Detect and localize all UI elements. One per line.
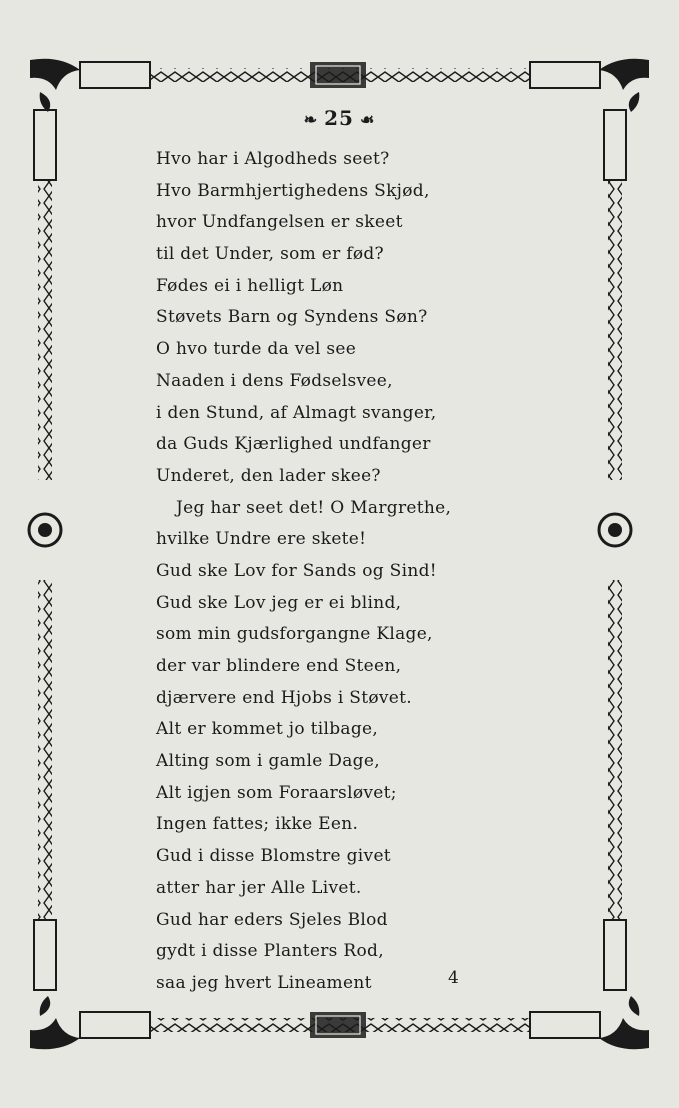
poem-line: som min gudsforgangne Klage, (156, 624, 433, 645)
poem-line: Støvets Barn og Syndens Søn? (156, 307, 428, 328)
poem-line: atter har jer Alle Livet. (156, 877, 362, 898)
poem-line: hvor Undfangelsen er skeet (156, 212, 403, 233)
poem-line: Jeg har seet det! O Margrethe, (176, 497, 452, 518)
poem-line: hvilke Undre ere skete! (156, 529, 367, 550)
page-number: 25 (324, 106, 354, 130)
poem-line: Gud har eders Sjeles Blod (156, 909, 388, 930)
left-ornament-icon: ❧ (303, 110, 319, 129)
poem-line: Fødes ei i helligt Løn (156, 275, 344, 296)
poem-line: Gud ske Lov for Sands og Sind! (156, 560, 437, 581)
poem-line: i den Stund, af Almagt svanger, (156, 402, 437, 423)
poem-line: saa jeg hvert Lineament (156, 972, 372, 993)
poem-line: Hvo har i Algodheds seet? (156, 149, 390, 169)
poem-text (156, 144, 536, 1000)
poem-line: O hvo turde da vel see (156, 339, 357, 360)
poem-line: gydt i disse Planters Rod, (156, 941, 384, 962)
poem-line: Naaden i dens Fødselsvee, (156, 370, 393, 391)
poem-line: Ingen fattes; ikke Een. (156, 814, 359, 835)
poem-line: Hvo Barmhjertighedens Skjød, (156, 180, 430, 201)
poem-line: der var blindere end Steen, (156, 656, 402, 676)
poem-line: Gud ske Lov jeg er ei blind, (156, 592, 402, 613)
poem-line: Alting som i gamle Dage, (156, 751, 380, 772)
poem-line: Underet, den lader skee? (156, 465, 381, 486)
right-ornament-icon: ☙ (359, 110, 376, 129)
poem-line: Alt er kommet jo tilbage, (156, 719, 379, 740)
page-number-heading (0, 106, 679, 130)
poem-line: da Guds Kjærlighed undfanger (156, 434, 431, 455)
poem-line: Alt igjen som Foraarsløvet; (156, 782, 397, 803)
poem-line: til det Under, som er fød? (156, 244, 384, 265)
signature-mark: 4 (448, 968, 459, 988)
poem-line: Gud i disse Blomstre givet (156, 846, 391, 867)
poem-line: djærvere end Hjobs i Støvet. (156, 687, 413, 708)
